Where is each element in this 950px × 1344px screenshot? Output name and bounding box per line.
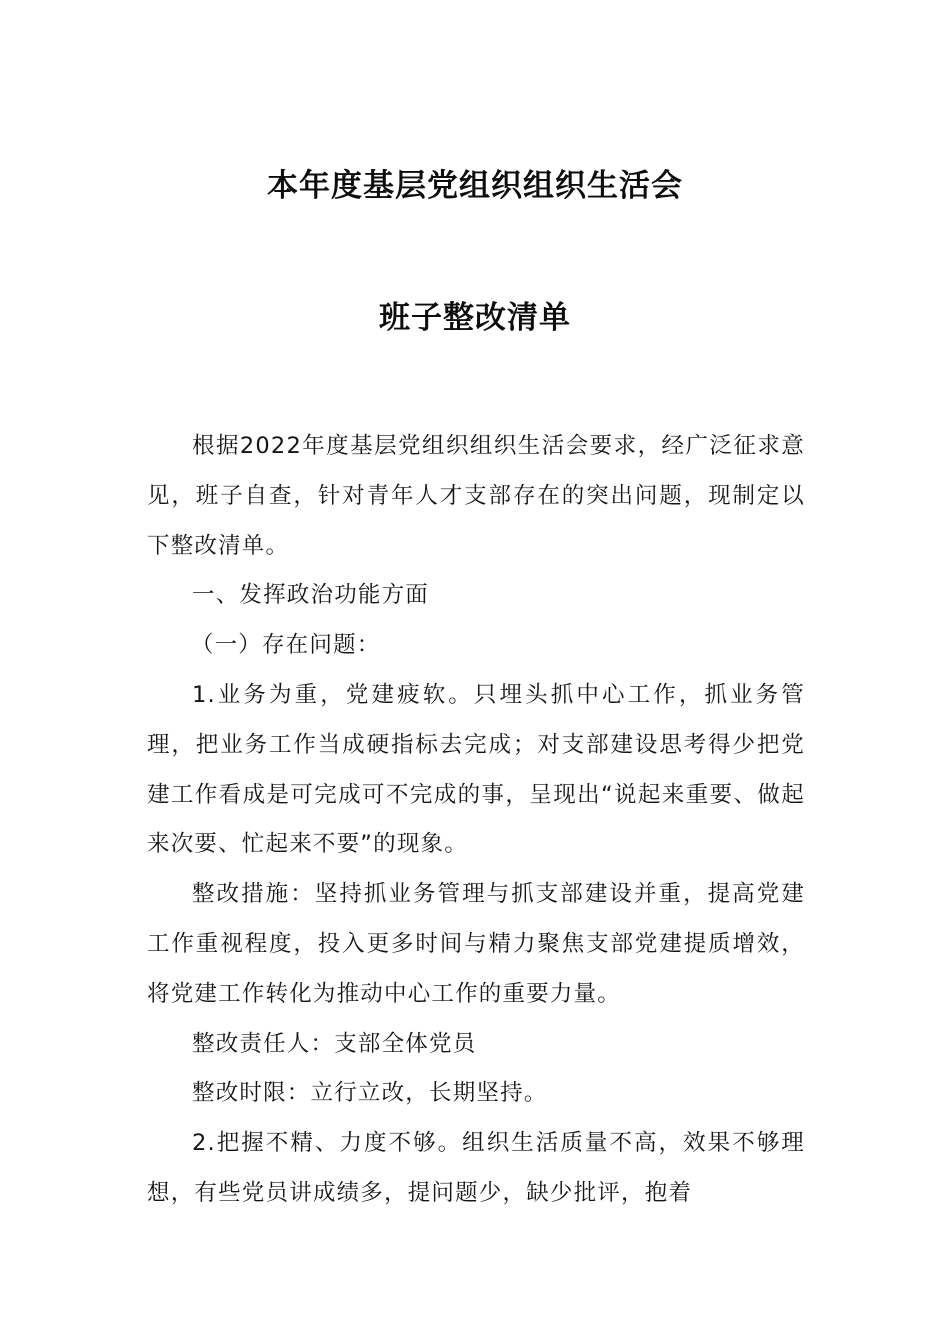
document-title-line-2: 班子整改清单 — [379, 300, 571, 336]
deadline: 整改时限：立行立改，长期坚持。 — [192, 1080, 548, 1107]
document-body — [147, 422, 805, 1219]
section-heading: 一、发挥政治功能方面 — [192, 582, 430, 609]
subsection-heading: （一）存在问题： — [190, 632, 381, 659]
rectification-measures: 整改措施：坚持抓业务管理与抓支部建设并重，提高党建工作重视程度，投入更多时间与精力聚焦支部党建提质增效，将党建工作转化为推动中心工作的重要力量。 — [147, 881, 805, 1007]
responsible-person: 整改责任人：支部全体党员 — [192, 1030, 477, 1057]
paragraph-intro: 根据2022年度基层党组织组织生活会要求，经广泛征求意见，班子自查，针对青年人才支部存在的突出问题，现制定以下整改清单。 — [147, 433, 805, 559]
problem-item-2: 2.把握不精、力度不够。组织生活质量不高，效果不够理想，有些党员讲成绩多，提问题少，缺少批评，抱着 — [147, 1130, 805, 1206]
problem-item-1: 1.业务为重，党建疲软。只埋头抓中心工作，抓业务管理，把业务工作当成硬指标去完成；对支部建设思考得少把党建工作看成是可完成可不完成的事，呈现出“说起来重要、做起来次要、忙起来不要”的现象。 — [147, 681, 805, 858]
document-title-line-1: 本年度基层党组织组织生活会 — [267, 168, 683, 204]
